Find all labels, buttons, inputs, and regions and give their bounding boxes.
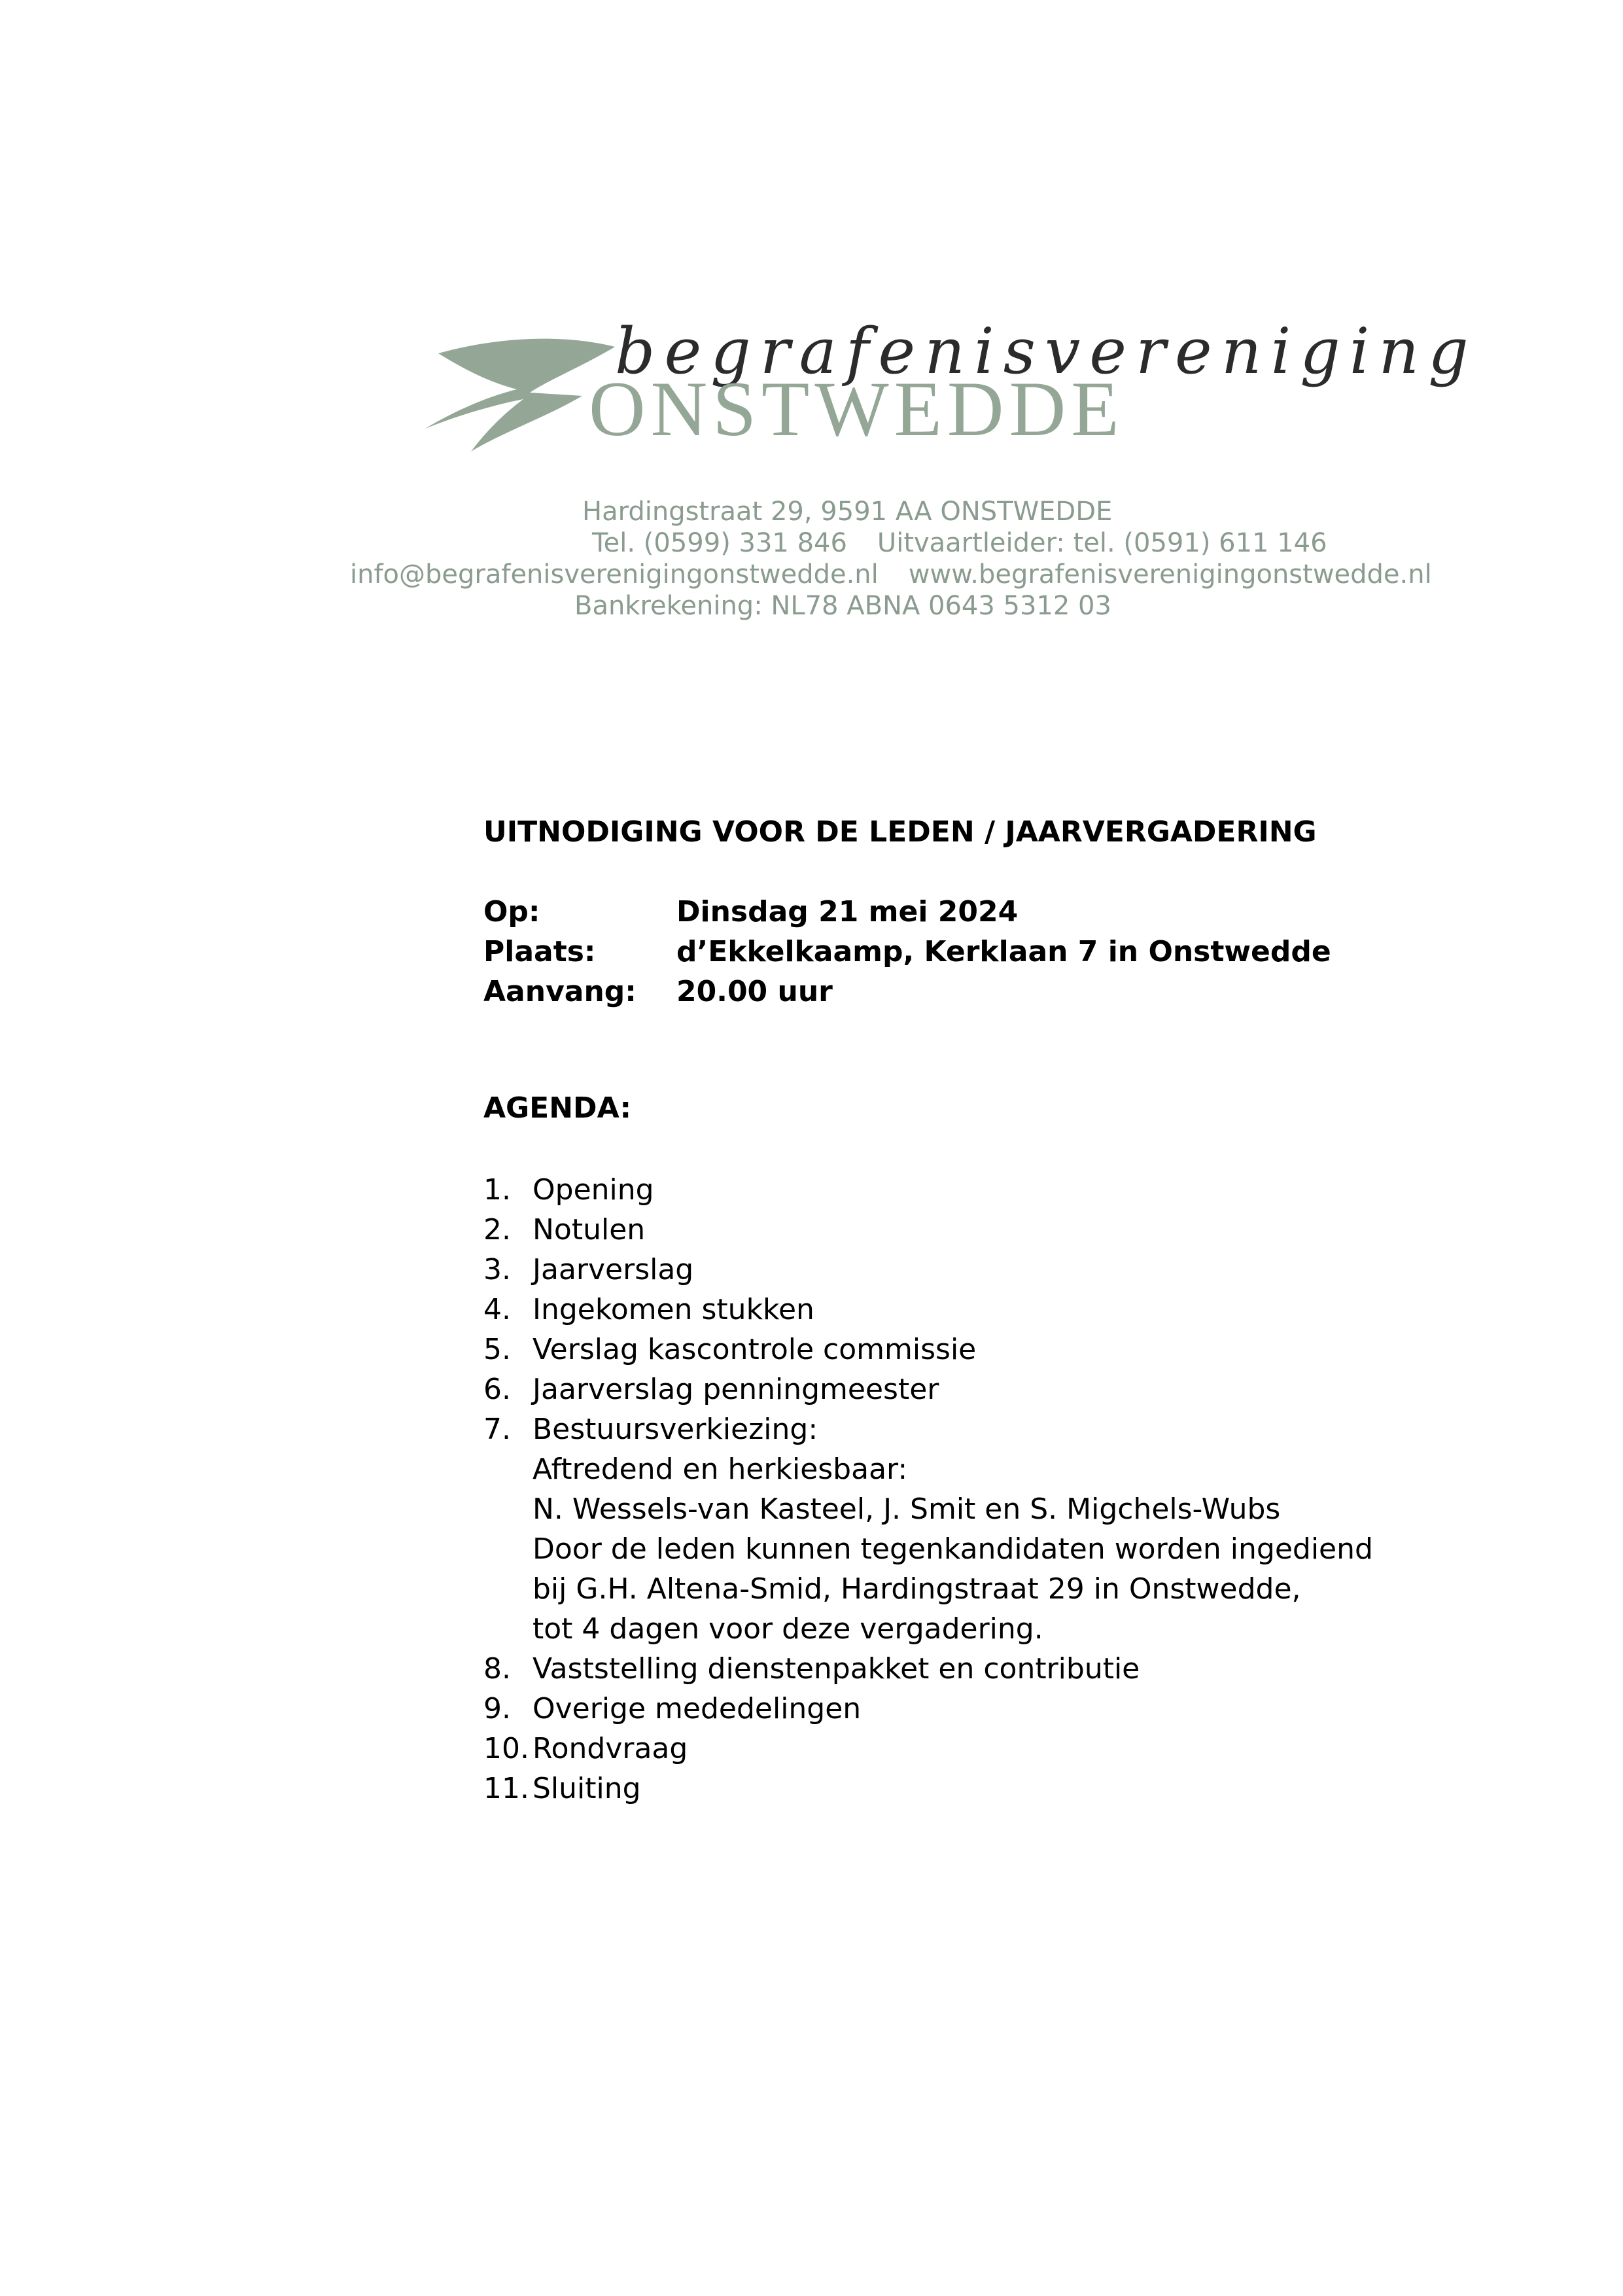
contact-undertaker-phone: Uitvaartleider: tel. (0591) 611 146 (877, 528, 1327, 558)
logo (419, 301, 1478, 471)
agenda-item-text: Verslag kascontrole commissie (532, 1333, 977, 1366)
agenda-subline: Aftredend en herkiesbaar: (532, 1453, 908, 1486)
agenda-subline: bij G.H. Altena-Smid, Hardingstraat 29 in Onstwedde, (532, 1572, 1301, 1606)
agenda-item-number: 7. (483, 1413, 511, 1446)
contact-phones (592, 527, 1327, 559)
agenda-item-number: 10. (483, 1732, 529, 1765)
agenda-item-number: 6. (483, 1373, 511, 1406)
agenda-item-text: Notulen (532, 1213, 646, 1246)
agenda-item-number: 4. (483, 1293, 511, 1326)
contact-phone: Tel. (0599) 331 846 (592, 528, 847, 558)
agenda-item (483, 1250, 1373, 1290)
agenda-item (483, 1290, 1373, 1330)
meta-label: Plaats: (483, 935, 596, 968)
agenda-item-number: 2. (483, 1213, 511, 1246)
agenda-item-text: Sluiting (532, 1772, 641, 1805)
agenda-item (483, 1170, 1373, 1210)
agenda-item-text: Vaststelling dienstenpakket en contributie (532, 1652, 1140, 1686)
agenda-item-number: 3. (483, 1253, 511, 1286)
agenda-item (483, 1689, 1373, 1729)
agenda-item-number: 5. (483, 1333, 511, 1366)
agenda-item (483, 1649, 1373, 1689)
agenda-title: AGENDA: (483, 1091, 632, 1125)
meta-value: Dinsdag 21 mei 2024 (676, 895, 1019, 928)
agenda-item (483, 1330, 1373, 1369)
agenda-item (483, 1369, 1373, 1409)
agenda-item (483, 1729, 1373, 1769)
meta-label: Aanvang: (483, 975, 637, 1008)
meta-label: Op: (483, 895, 540, 928)
contact-email[interactable]: info@begrafenisverenigingonstwedde.nl (350, 559, 879, 590)
invitation-heading: UITNODIGING VOOR DE LEDEN / JAARVERGADERING (483, 815, 1317, 849)
contact-web (350, 559, 1432, 590)
logo-name-text: ONSTWEDDE (589, 365, 1125, 452)
agenda-item (483, 1769, 1373, 1809)
contact-address: Hardingstraat 29, 9591 AA ONSTWEDDE (582, 497, 1113, 527)
agenda-item-number: 8. (483, 1652, 511, 1686)
agenda-item-text: Jaarverslag penningmeester (532, 1373, 939, 1406)
contact-bank: Bankrekening: NL78 ABNA 0643 5312 03 (574, 591, 1111, 621)
agenda-item-number: 11. (483, 1772, 529, 1805)
agenda-item-text: Opening (532, 1173, 654, 1207)
agenda-item-text: Bestuursverkiezing: (532, 1413, 818, 1446)
agenda-list (483, 1170, 1373, 1809)
agenda-item (483, 1409, 1373, 1649)
agenda-item-text: Rondvraag (532, 1732, 688, 1765)
agenda-item-text: Ingekomen stukken (532, 1293, 814, 1326)
agenda-item-number: 9. (483, 1692, 511, 1725)
agenda-item-text: Overige mededelingen (532, 1692, 862, 1725)
logo-script-text: begrafenisvereniging (615, 315, 1478, 388)
agenda-subline: tot 4 dagen voor deze vergadering. (532, 1612, 1043, 1646)
agenda-subline: N. Wessels-van Kasteel, J. Smit en S. Migchels-Wubs (532, 1492, 1281, 1526)
meta-value: 20.00 uur (676, 975, 833, 1008)
agenda-item-number: 1. (483, 1173, 511, 1207)
agenda-subline: Door de leden kunnen tegenkandidaten worden ingediend (532, 1532, 1373, 1566)
agenda-item-text: Jaarverslag (532, 1253, 694, 1286)
contact-website[interactable]: www.begrafenisverenigingonstwedde.nl (908, 559, 1432, 590)
swallow-icon (425, 339, 615, 451)
meta-value: d’Ekkelkaamp, Kerklaan 7 in Onstwedde (676, 935, 1331, 968)
agenda-item (483, 1210, 1373, 1250)
